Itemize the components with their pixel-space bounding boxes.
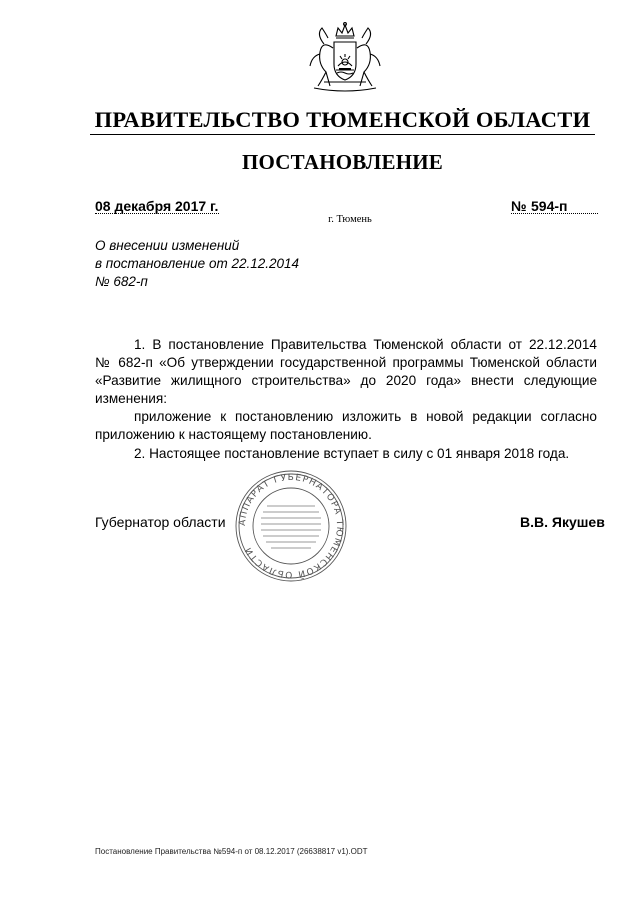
header-rule: [90, 134, 595, 135]
body-text-line: приложению к настоящему постановлению.: [95, 427, 372, 442]
body-text-line: «Развитие жилищного строительства» до 2020 года» внести следующие: [95, 373, 597, 388]
document-date: 08 декабря 2017 г.: [95, 198, 219, 214]
document-footer: Постановление Правительства №594-п от 08.12.2017 (26638817 v1).ODT: [95, 847, 368, 856]
government-name: ПРАВИТЕЛЬСТВО ТЮМЕНСКОЙ ОБЛАСТИ: [94, 107, 591, 132]
subject-line: в постановление от 22.12.2014: [95, 256, 300, 271]
document-type-title: ПОСТАНОВЛЕНИЕ: [241, 150, 444, 174]
body-text-line: 2. Настоящее постановление вступает в силу с 01 января 2018 года.: [134, 446, 570, 461]
signatory-title: Губернатор области: [95, 514, 226, 530]
body-text-line: изменения:: [95, 391, 168, 406]
coat-of-arms-icon: [300, 20, 390, 98]
document-city: г. Тюмень: [328, 214, 372, 225]
subject-line: № 682-п: [95, 274, 148, 289]
signatory-name: В.В. Якушев: [520, 514, 605, 530]
stamp-ring-text: АППАРАТ ГУБЕРНАТОРА ТЮМЕНСКОЙ ОБЛАСТИ: [237, 472, 345, 580]
body-text-line: 1. В постановление Правительства Тюменской области от 22.12.2014: [134, 337, 597, 352]
body-text-line: приложение к постановлению изложить в новой редакции согласно: [134, 409, 597, 424]
svg-text:АППАРАТ ГУБЕРНАТОРА ТЮМЕНСКОЙ: [238, 473, 344, 581]
body-text-line: № 682-п «Об утверждении государственной программы Тюменской области: [95, 355, 597, 370]
date-underline: [95, 213, 219, 214]
subject-line: О внесении изменений: [95, 238, 240, 253]
document-number: 594-п: [531, 198, 568, 214]
number-underline: [511, 213, 598, 214]
document-number-label: №: [511, 198, 527, 214]
official-stamp-icon: [233, 468, 349, 584]
